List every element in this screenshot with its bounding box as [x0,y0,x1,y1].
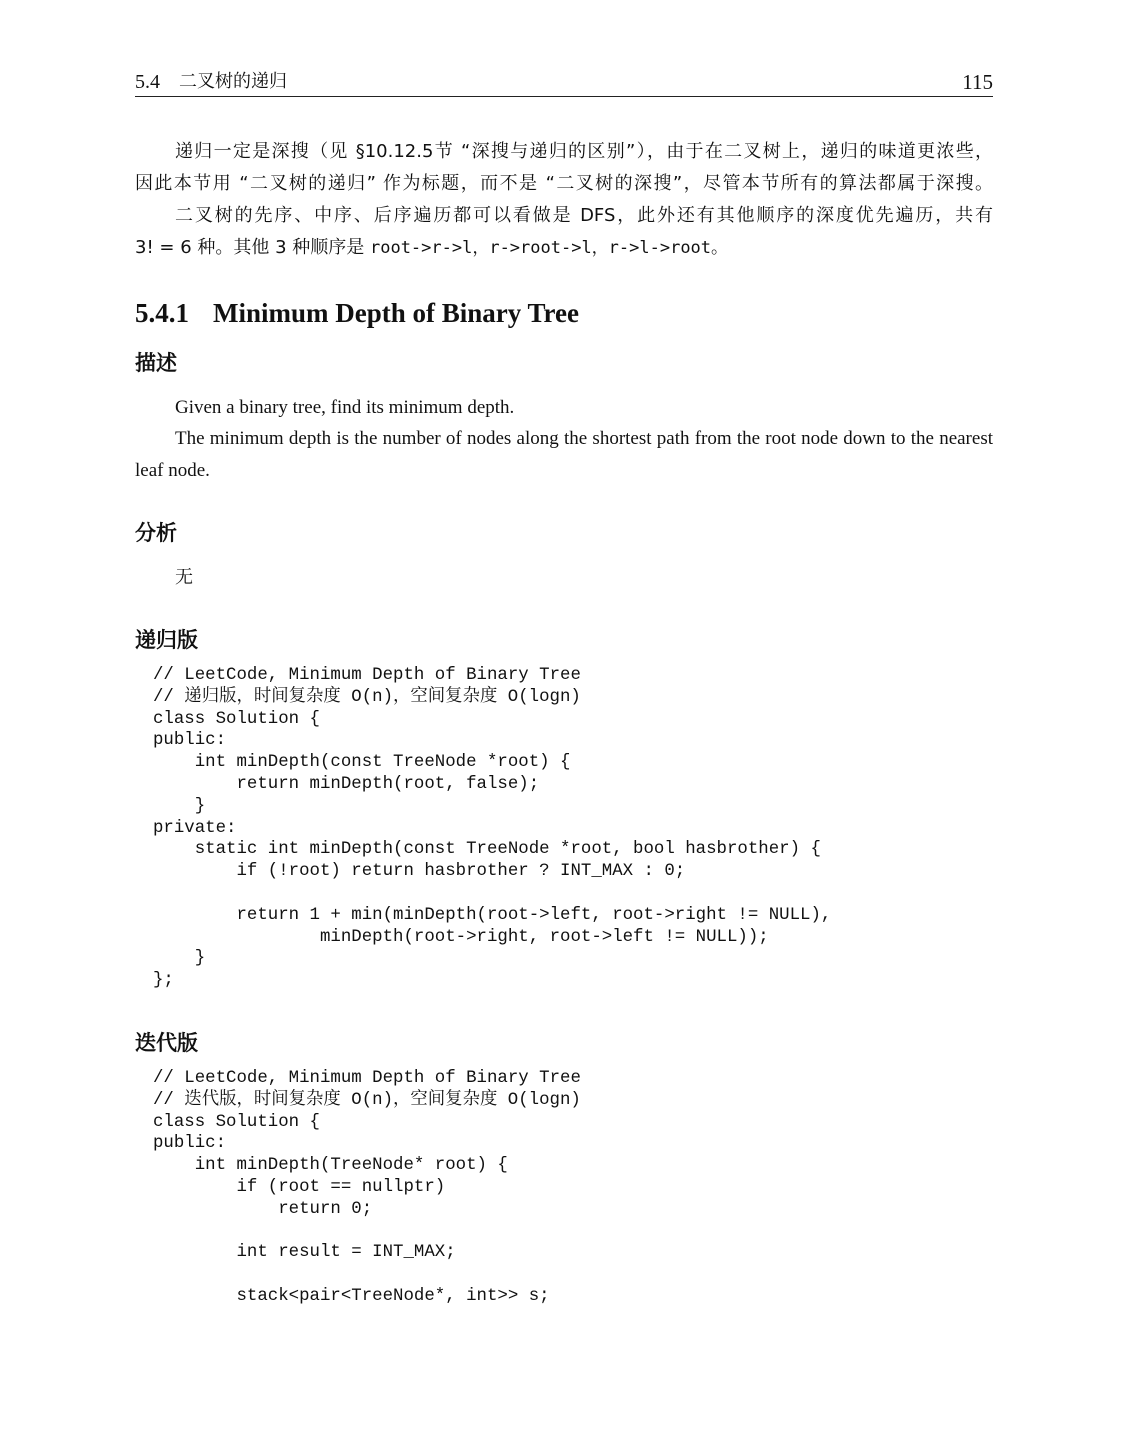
description-line-3: leaf node. [135,460,210,481]
analysis-text: 无 [175,567,193,588]
iterative-code-block [153,1068,581,1308]
traversal-orders: root->r->l，r->root->l，r->l->root。 [369,238,729,258]
running-header [135,68,993,97]
description-line-2: The minimum depth is the number of nodes along the shortest path from the root node down to the nearest [175,428,993,449]
intro-paragraph-1-line-2: 因此本节用 “二叉树的递归” 作为标题，而不是 “二叉树的深搜”，尽管本节所有的算法都属于深搜。 [135,173,993,194]
iterative-heading: 迭代版 [135,1031,198,1055]
section-heading [135,296,579,330]
recursive-code-block [153,665,831,992]
section-title: Minimum Depth of Binary Tree [213,298,579,328]
traversal-count-text: 3! = 6 种。其他 3 种顺序是 [135,237,370,258]
code-line: static int minDepth(const TreeNode *root, bool hasbrother) { [153,840,821,860]
code-line: return 1 + min(minDepth(root->left, root->right != NULL), [153,905,832,925]
code-line: return minDepth(root, false); [153,774,540,794]
code-line: minDepth(root->right, root->left != NULL)); [153,927,769,947]
code-line: int minDepth(TreeNode* root) { [153,1156,508,1176]
description-line-1: Given a binary tree, find its minimum depth. [175,397,515,418]
code-line: int minDepth(const TreeNode *root) { [153,753,571,773]
code-line [153,883,831,905]
code-line: private: [153,818,237,838]
code-line: } [153,949,206,969]
analysis-heading: 分析 [135,521,177,545]
intro-paragraph-1-line-1: 递归一定是深搜（见 §10.12.5节 “深搜与递归的区别”），由于在二叉树上，递归的味道更浓些， [175,141,993,162]
code-line: public: [153,731,227,751]
recursive-heading: 递归版 [135,628,198,652]
page-number: 115 [962,70,993,94]
header-section-number: 5.4 [135,71,160,93]
code-line: // LeetCode, Minimum Depth of Binary Tree [153,1069,581,1088]
code-line: int result = INT_MAX; [153,1243,456,1263]
code-line [153,1221,581,1243]
code-line: stack<pair<TreeNode*, int>> s; [153,1286,550,1306]
code-line: // 迭代版，时间复杂度 O(n)，空间复杂度 O(logn) [153,1090,581,1110]
code-line: }; [153,971,174,991]
code-line: public: [153,1134,227,1154]
code-line: class Solution { [153,1112,320,1132]
intro-paragraph-2-line-1: 二叉树的先序、中序、后序遍历都可以看做是 DFS，此外还有其他顺序的深度优先遍历，共有 [175,205,993,226]
code-line: } [153,796,206,816]
code-line: return 0; [153,1199,373,1219]
code-line: // 递归版，时间复杂度 O(n)，空间复杂度 O(logn) [153,687,581,707]
code-line: if (root == nullptr) [153,1177,446,1197]
code-line: class Solution { [153,709,320,729]
code-line: // LeetCode, Minimum Depth of Binary Tree [153,666,581,685]
code-line: if (!root) return hasbrother ? INT_MAX : 0; [153,862,686,882]
intro-paragraph-2-line-2 [135,232,993,264]
description-heading: 描述 [135,351,177,375]
code-line [153,1264,581,1286]
header-section-title: 二叉树的递归 [179,71,287,92]
section-number: 5.4.1 [135,298,189,328]
